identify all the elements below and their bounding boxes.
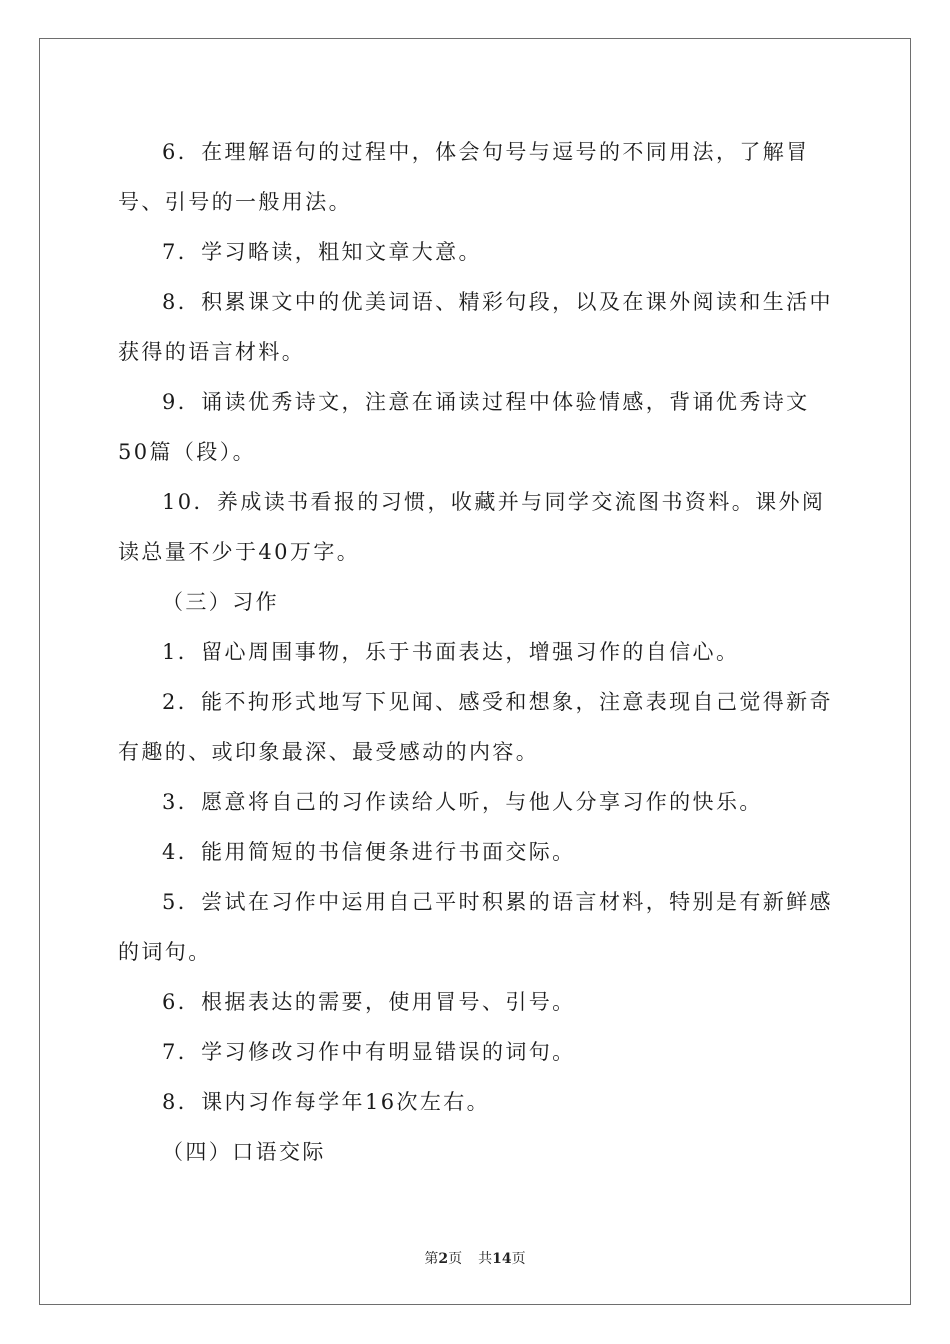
page-prefix: 第 (424, 1251, 439, 1267)
paragraph-10: 10．养成读书看报的习惯，收藏并与同学交流图书资料。课外阅读总量不少于40万字。 (118, 490, 826, 564)
total-prefix: 共 (478, 1251, 493, 1267)
writing-item-6: 6．根据表达的需要，使用冒号、引号。 (162, 990, 576, 1014)
total-pages: 14 (492, 1251, 512, 1267)
document-body (118, 127, 838, 1177)
paragraph-7: 7．学习略读，粗知文章大意。 (162, 240, 482, 264)
page-number: 2 (438, 1251, 449, 1267)
page-suffix: 页 (448, 1251, 463, 1267)
writing-item-3: 3．愿意将自己的习作读给人听，与他人分享习作的快乐。 (162, 790, 763, 814)
writing-item-4: 4．能用简短的书信便条进行书面交际。 (162, 840, 576, 864)
writing-item-7: 7．学习修改习作中有明显错误的词句。 (162, 1040, 576, 1064)
paragraph-6: 6．在理解语句的过程中，体会句号与逗号的不同用法，了解冒号、引号的一般用法。 (118, 140, 810, 214)
writing-item-5: 5．尝试在习作中运用自己平时积累的语言材料，特别是有新鲜感的词句。 (118, 890, 833, 964)
paragraph-9: 9．诵读优秀诗文，注意在诵读过程中体验情感，背诵优秀诗文50篇（段）。 (118, 390, 810, 464)
writing-item-1: 1．留心周围事物，乐于书面表达，增强习作的自信心。 (162, 640, 740, 664)
paragraph-8: 8．积累课文中的优美词语、精彩句段，以及在课外阅读和生活中获得的语言材料。 (118, 290, 833, 364)
section-4-title: （四）口语交际 (162, 1140, 326, 1164)
writing-item-2: 2．能不拘形式地写下见闻、感受和想象，注意表现自己觉得新奇有趣的、或印象最深、最受感动的内容。 (118, 690, 833, 764)
section-3-title: （三）习作 (162, 590, 279, 614)
page-footer (0, 1248, 950, 1268)
total-suffix: 页 (511, 1251, 526, 1267)
writing-item-8: 8．课内习作每学年16次左右。 (162, 1090, 491, 1114)
